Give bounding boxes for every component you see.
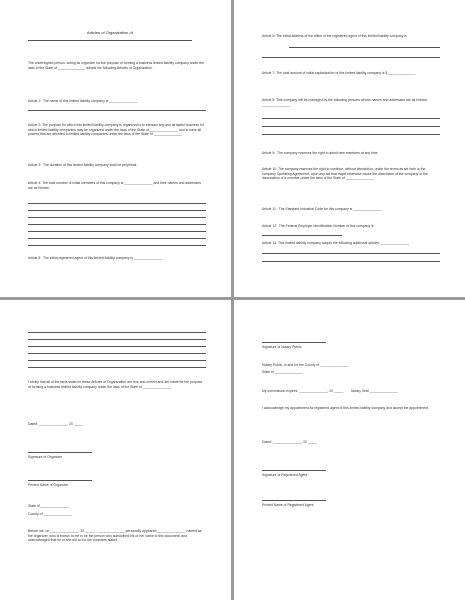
blank-line (262, 57, 440, 58)
blank-line (28, 346, 206, 347)
blank-line (262, 134, 440, 135)
printed-name-line (28, 480, 92, 481)
blank-line (28, 224, 206, 225)
document-title: Articles of Organization of (87, 30, 133, 35)
blank-line (289, 47, 440, 48)
agent-signature-line (262, 470, 326, 471)
article-1: Article 1: The name of this limited liability company is _______________ (28, 99, 138, 103)
blank-line (28, 217, 206, 218)
blank-line (28, 360, 206, 361)
printed-name-of-organizer-label: Printed Name of Organizer (28, 483, 69, 487)
blank-line (28, 367, 206, 368)
agent-acknowledgment-paragraph: I acknowledge my appointment as registered agent of this limited liability company and accept the appointment. (262, 406, 429, 410)
blank-line (28, 203, 206, 204)
blank-line (28, 353, 206, 354)
blank-line (28, 210, 206, 211)
article-2: Article 2: The purpose for which this limited liability company is organized is to transact any and all lawful business for which limited liability companies may be organized under the laws of the State of _______________ and to have all powers that are afforded to limited liability companies under the laws of the State of _______________. (28, 123, 204, 137)
page-4 (234, 300, 465, 600)
article-3: Article 3: The duration of this limited liability company shall be perpetual. (28, 163, 138, 167)
article-12: Article 12: The Federal Employer Identification Number of this company is (262, 224, 374, 228)
blank-line (28, 245, 206, 246)
printed-name-of-registered-agent-label: Printed Name of Registered Agent (262, 503, 314, 507)
signature-of-notary-label: Signature of Notary Public (262, 345, 302, 349)
article-9: Article 9: The company reserves the right to admit new members at any time. (262, 151, 379, 155)
intro-paragraph: The undersigned person, acting as organizer for the purpose of forming a business limited liability company under the laws of the State of ______________, adopts the following Articles of Organization. (28, 61, 205, 70)
article-10: Article 10: The company reserves the right to continue, without dissolution, under the terms as set forth in the company Operating Agreement, upon any act that might otherwise cause the dissolution of the company or the dissociation of a member under the laws of the State of _______________ (262, 167, 428, 181)
blank-line (262, 126, 440, 127)
signature-of-organizer-label: Signature of Organizer (28, 455, 63, 459)
blank-line (262, 253, 440, 254)
agent-printed-name-line (262, 500, 326, 501)
article-4: Article 4: The total number of initial members of this company is _______________ and their names and addresses are as follows: (28, 181, 201, 190)
article-5: Article 5: The initial registered agent of this limited liability company is _______________ (28, 256, 163, 260)
blank-line (262, 235, 342, 236)
signature-line (28, 452, 92, 453)
article-13: Article 13: This limited liability company adopts the following additional articles: _______________ (262, 241, 410, 245)
commission-expires-line: My commission expires: _______________, 20 _____ Notary Seal _______________ (262, 389, 398, 393)
notary-signature-line (262, 342, 326, 343)
notary-state-line: State of _______________ (262, 370, 303, 374)
page-3 (0, 300, 231, 600)
article-8: Article 8: This company will be managed by the following persons whose names and addresses are as follows: _______________ (262, 98, 428, 107)
agent-dated-line: Dated: _______________, 20 _____ (262, 440, 318, 444)
blank-line (28, 110, 206, 111)
notary-acknowledgment-paragraph: Before me, on _______________, 20 _____, _______________ personally appeared _______________ named as the organizer, who is known to me to be the person who subscribed his or her name to this document, and acknowledged that he or she did so for the purposes stated. (28, 529, 202, 543)
blank-line (28, 238, 206, 239)
page-1 (0, 0, 231, 297)
county-line: County of _______________ (28, 512, 72, 516)
blank-line (28, 339, 206, 340)
article-11: Article 11: The Standard Industrial Code for this company is _______________ (262, 207, 382, 211)
signature-of-registered-agent-label: Signature of Registered Agent (262, 473, 308, 477)
article-6: Article 6: The initial address of the office of the registered agent of this limited liability company is (262, 34, 407, 38)
blank-line (28, 332, 206, 333)
certification-paragraph: I certify that all of the facts stated in these Articles of Organization are true and correct and are made for the purpose of forming a business limited liability company under the laws of the State of _______________ (28, 380, 203, 389)
organization-name-line (28, 40, 192, 41)
blank-line (262, 261, 440, 262)
notary-county-line: Notary Public, in and for the County of _______________ (262, 363, 349, 367)
article-7: Article 7: The total amount of initial capitalization of this limited liability company is $_______________ (262, 71, 416, 75)
blank-line (28, 231, 206, 232)
page-2 (234, 0, 465, 297)
state-line: State of _______________ (28, 504, 69, 508)
dated-line: Dated: _______________, 20 _____ (28, 422, 84, 426)
blank-line (262, 118, 440, 119)
